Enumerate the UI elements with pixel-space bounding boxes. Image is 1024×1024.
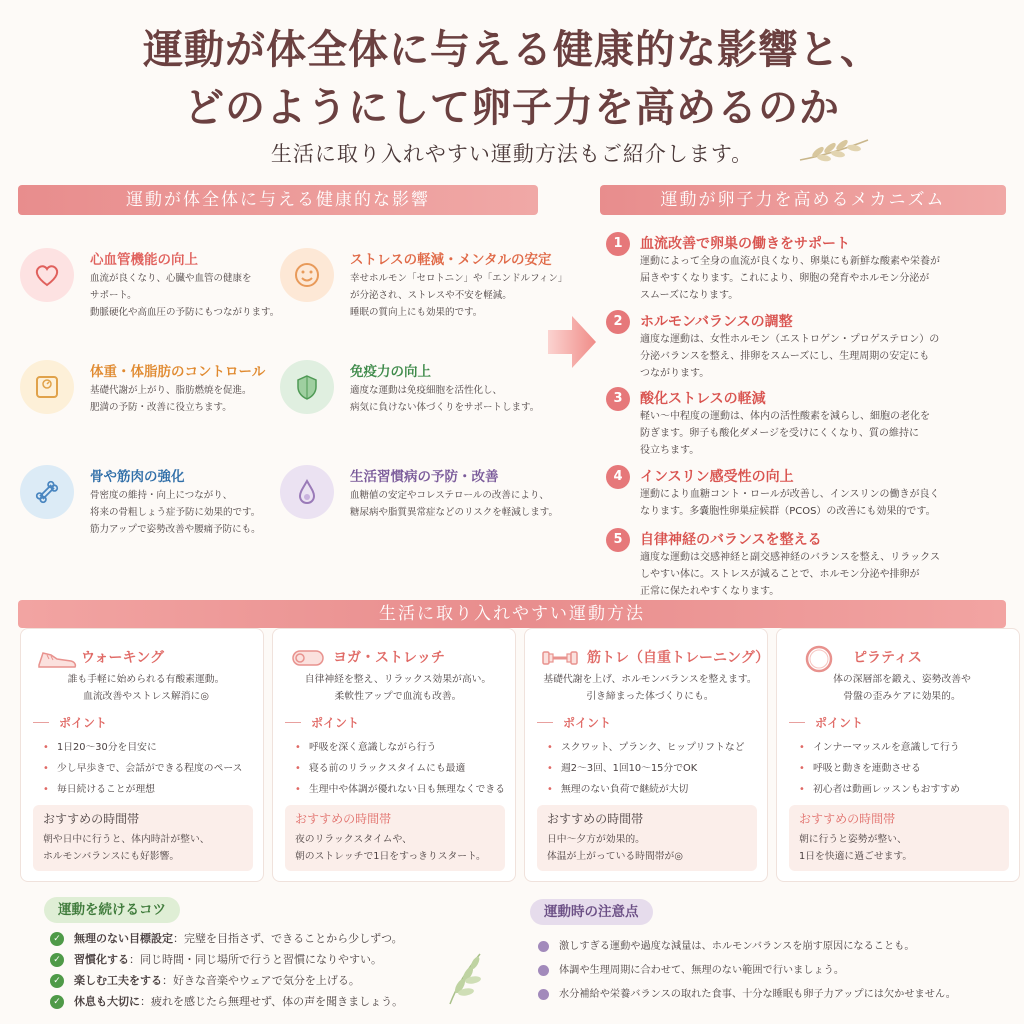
method-title: ピラティス: [853, 650, 922, 666]
effect-desc: 骨密度の維持・向上につながり、 将来の骨粗しょう症予防に効果的です。 筋力アップで姿勢改善や腰痛予防にも。: [90, 490, 261, 535]
page-subtitle: 生活に取り入れやすい運動方法もご紹介します。: [270, 142, 754, 166]
rec-desc: 日中〜夕方が効果的。 体温が上がっている時間帯が◎: [547, 834, 683, 862]
tips-heading: 運動を続けるコツ: [44, 897, 180, 923]
mechanism-number: 2: [606, 310, 630, 334]
list-item: • 呼吸を深く意識しながら行う: [295, 737, 515, 758]
mechanism-number: 4: [606, 465, 630, 489]
mechanism-item: [606, 528, 996, 600]
effect-desc: 幸せホルモン「セロトニン」や「エンドルフィン」 が分泌され、ストレスや不安を軽減。 睡眠の質向上にも効果的です。: [350, 273, 568, 318]
effect-title: 心血管機能の向上: [90, 252, 198, 268]
smile-icon: [280, 248, 334, 302]
rec-desc: 朝に行うと姿勢が整い、 1日を快適に過ごせます。: [799, 834, 913, 862]
tip-item: [50, 993, 403, 1009]
recommended-time-box: [33, 805, 253, 871]
mat-icon: [287, 643, 331, 673]
arrow-right-icon: [548, 312, 598, 372]
tip-text: ：同じ時間・同じ場所で行うと習慣になりやすい。: [129, 953, 382, 966]
cautions-heading: 運動時の注意点: [530, 899, 653, 925]
list-item: • 毎日続けることが理想: [43, 779, 263, 800]
list-item: • 寝る前のリラックスタイムにも最適: [295, 758, 515, 779]
tip-item: [50, 951, 382, 967]
effect-desc: 血糖値の安定やコレステロールの改善により、 糖尿病や脂質異常症などのリスクを軽減します。: [350, 490, 559, 518]
list-item: • 無理のない負荷で継続が大切: [547, 779, 767, 800]
leaf-decoration-icon: [796, 134, 872, 164]
method-desc: 自律神経を整え、リラックス効果が高い。 柔軟性アップで血流も改善。: [304, 674, 492, 702]
point-label: ポイント: [815, 716, 864, 730]
list-item: • 週2〜3回、1回10〜15分でOK: [547, 758, 767, 779]
check-icon: ✓: [50, 974, 64, 988]
method-desc: 基礎代謝を上げ、ホルモンバランスを整えます。 引き締まった体づくりにも。: [543, 674, 757, 702]
bullet-dot-icon: [538, 965, 549, 976]
methods-heading: 生活に取り入れやすい運動方法: [18, 600, 1006, 628]
leaf-decoration-icon: [440, 948, 488, 1008]
method-card-yoga: [272, 628, 516, 882]
method-title: ヨガ・ストレッチ: [333, 650, 445, 666]
mechanism-title: 自律神経のバランスを整える: [640, 532, 822, 548]
shield-icon: [280, 360, 334, 414]
mechanism-heading: 運動が卵子力を高めるメカニズム: [600, 185, 1006, 215]
tip-text: ：完璧を目指さず、できることから少しずつ。: [173, 932, 403, 945]
mechanism-item: [606, 232, 996, 304]
list-item: • 生理中や体調が優れない日も無理なくできる: [295, 779, 515, 800]
method-title: 筋トレ（自重トレーニング）: [587, 650, 770, 666]
point-label: ポイント: [563, 716, 612, 730]
tip-title: 楽しむ工夫をする: [74, 974, 162, 987]
list-item: • 初心者は動画レッスンもおすすめ: [799, 779, 1019, 800]
mechanism-desc: 適度な運動は交感神経と副交感神経のバランスを整え、リラックス しやすい体に。ストレスが減ることで、ホルモン分泌や排卵が 正常に保たれやすくなります。: [640, 552, 940, 597]
caution-text: 体調や生理周期に合わせて、無理のない範囲で行いましょう。: [559, 965, 845, 976]
mechanism-title: 酸化ストレスの軽減: [640, 391, 766, 407]
mechanism-desc: 運動によって全身の血流が良くなり、卵巣にも新鮮な酸素や栄養が 届きやすくなります。これにより、卵胞の発育やホルモン分泌が スムーズになります。: [640, 256, 940, 301]
tip-text: ：疲れを感じたら無理せず、体の声を聞きましょう。: [140, 995, 404, 1008]
method-card-pilates: [776, 628, 1020, 882]
method-card-strength: [524, 628, 768, 882]
tip-text: ：好きな音楽やウェアで気分を上げる。: [162, 974, 360, 987]
mechanism-number: 1: [606, 232, 630, 256]
list-item: • 少し早歩きで、会話ができる程度のペース: [43, 758, 263, 779]
rec-desc: 朝や日中に行うと、体内時計が整い、 ホルモンバランスにも好影響。: [43, 834, 210, 862]
point-list: [295, 737, 515, 800]
mechanism-title: ホルモンバランスの調整: [640, 314, 793, 330]
method-desc: 誰も手軽に始められる有酸素運動。 血流改善やストレス解消に◎: [67, 674, 225, 702]
rec-title: おすすめの時間帯: [799, 812, 896, 826]
mechanism-item: [606, 310, 996, 382]
caution-item: [538, 985, 956, 1000]
tip-title: 休息も大切に: [74, 995, 140, 1008]
effect-desc: 適度な運動は免疫細胞を活性化し、 病気に負けない体づくりをサポートします。: [350, 385, 540, 413]
rec-desc: 夜のリラックスタイムや、 朝のストレッチで1日をすっきりスタート。: [295, 834, 486, 862]
recommended-time-box: [537, 805, 757, 871]
page-title-line2: どのようにして卵子力を高めるのか: [184, 84, 840, 131]
mechanism-desc: 軽い〜中程度の運動は、体内の活性酸素を減らし、細胞の老化を 防ぎます。卵子も酸化ダメージを受けにくくなり、質の維持に 役立ちます。: [640, 411, 930, 456]
tip-item: [50, 930, 403, 946]
bullet-dot-icon: [538, 989, 549, 1000]
list-item: • インナーマッスルを意識して行う: [799, 737, 1019, 758]
effect-desc: 基礎代謝が上がり、脂肪燃焼を促進。 肥満の予防・改善に役立ちます。: [90, 385, 252, 413]
rec-title: おすすめの時間帯: [547, 812, 644, 826]
mechanism-item: [606, 465, 996, 521]
effects-heading: 運動が体全体に与える健康的な影響: [18, 185, 538, 215]
mechanism-number: 3: [606, 387, 630, 411]
mechanism-title: 血流改善で卵巣の働きをサポート: [640, 236, 850, 252]
scale-icon: [20, 360, 74, 414]
effect-title: 体重・体脂肪のコントロール: [90, 364, 266, 380]
tip-item: [50, 972, 360, 988]
caution-item: [538, 961, 844, 976]
check-icon: ✓: [50, 995, 64, 1009]
method-desc: 体の深層部を鍛え、姿勢改善や 骨盤の歪みケアに効果的。: [833, 674, 971, 702]
list-item: • スクワット、プランク、ヒップリフトなど: [547, 737, 767, 758]
mechanism-desc: 適度な運動は、女性ホルモン（エストロゲン・プロゲステロン）の 分泌バランスを整え、排卵をスムーズにし、生理周期の安定にも つながります。: [640, 334, 940, 379]
effect-title: 生活習慣病の予防・改善: [350, 469, 499, 485]
list-item: • 呼吸と動きを連動させる: [799, 758, 1019, 779]
shoe-icon: [35, 643, 79, 673]
point-label: ポイント: [311, 716, 360, 730]
bullet-dot-icon: [538, 941, 549, 952]
caution-text: 水分補給や栄養バランスの取れた食事、十分な睡眠も卵子力アップには欠かせません。: [559, 989, 956, 1000]
point-list: [799, 737, 1019, 800]
mechanism-item: [606, 387, 996, 459]
page-title-line1: 運動が体全体に与える健康的な影響と、: [143, 26, 881, 73]
method-title: ウォーキング: [81, 650, 165, 666]
point-list: [43, 737, 263, 800]
caution-text: 激しすぎる運動や過度な減量は、ホルモンバランスを崩す原因になることも。: [559, 941, 915, 952]
mechanism-number: 5: [606, 528, 630, 552]
effect-desc: 血流が良くなり、心臓や血管の健康を サポート。 動脈硬化や高血圧の予防にもつながります。: [90, 273, 280, 318]
point-label: ポイント: [59, 716, 108, 730]
rec-title: おすすめの時間帯: [43, 812, 140, 826]
recommended-time-box: [285, 805, 505, 871]
tip-title: 無理のない目標設定: [74, 932, 173, 945]
recommended-time-box: [789, 805, 1009, 871]
drop-icon: [280, 465, 334, 519]
method-card-walking: [20, 628, 264, 882]
mechanism-title: インスリン感受性の向上: [640, 469, 794, 485]
bone-icon: [20, 465, 74, 519]
point-list: [547, 737, 767, 800]
dumbbell-icon: [539, 643, 583, 673]
mechanism-desc: 運動により血糖コント・ロールが改善し、インスリンの働きが良く なります。多嚢胞性卵巣症候群（PCOS）の改善にも効果的です。: [640, 489, 940, 517]
heart-icon: [20, 248, 74, 302]
tip-title: 習慣化する: [74, 953, 129, 966]
check-icon: ✓: [50, 953, 64, 967]
effect-title: 骨や筋肉の強化: [90, 469, 185, 485]
caution-item: [538, 937, 915, 952]
rec-title: おすすめの時間帯: [295, 812, 392, 826]
effect-title: ストレスの軽減・メンタルの安定: [350, 252, 552, 268]
list-item: • 1日20〜30分を目安に: [43, 737, 263, 758]
effect-title: 免疫力の向上: [350, 364, 431, 380]
check-icon: ✓: [50, 932, 64, 946]
